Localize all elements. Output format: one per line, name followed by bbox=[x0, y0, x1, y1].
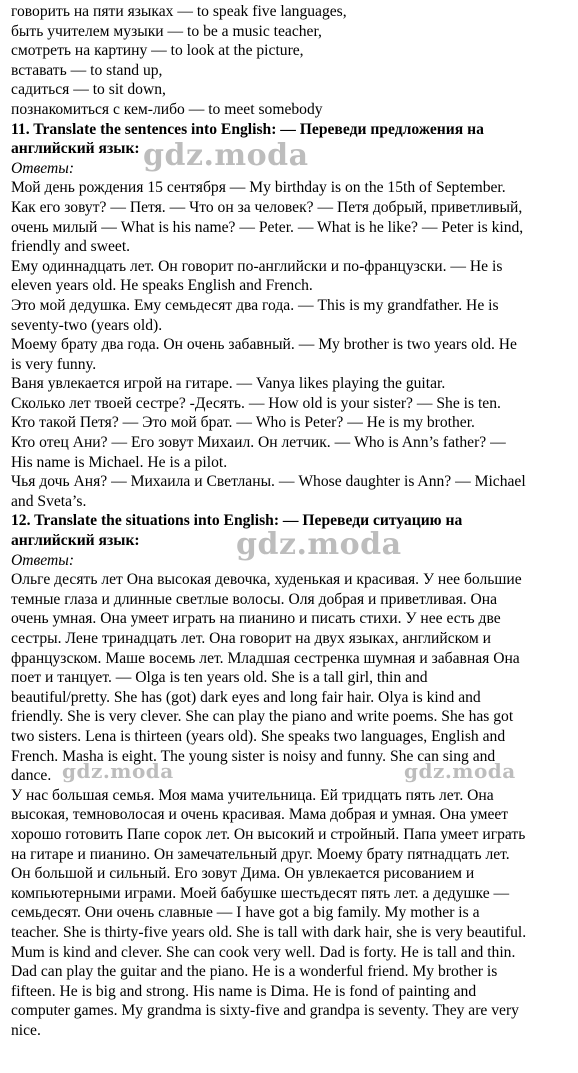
intro-block bbox=[11, 2, 573, 120]
exercise-11-heading bbox=[11, 120, 573, 159]
answer-line: Кто такой Петя? — Это мой брат. — Who is Peter? — He is my brother. bbox=[11, 414, 475, 432]
exercise-11-answers bbox=[11, 178, 573, 511]
watermark-lower-left: gdz.moda bbox=[62, 759, 174, 783]
text-line: садиться — to sit down, bbox=[11, 81, 166, 99]
answer-line: Dad can play the guitar and the piano. He is a wonderful friend. My brother is bbox=[11, 963, 498, 981]
exercise-12-answers-label: Ответы: bbox=[11, 551, 75, 569]
heading-line: английский язык: bbox=[11, 532, 140, 550]
heading-line: 11. Translate the sentences into English: — Переведи предложения на bbox=[11, 120, 484, 138]
watermark-lower-right: gdz.moda bbox=[404, 759, 516, 783]
answer-line: Моему брату два года. Он очень забавный. — My brother is two years old. He bbox=[11, 336, 517, 354]
answer-line: beautiful/pretty. She has (got) dark eyes and long fair hair. Olya is kind and bbox=[11, 688, 481, 706]
answer-line: поет и танцует. — Olga is ten years old. She is a tall girl, thin and bbox=[11, 669, 428, 687]
answer-line: Ольге десять лет Она высокая девочка, худенькая и красивая. У нее большие bbox=[11, 571, 522, 589]
heading-line: английский язык: bbox=[11, 140, 140, 158]
answer-line: Mum is kind and clever. She can cook very well. Dad is forty. He is tall and thin. bbox=[11, 943, 516, 961]
answer-line: two sisters. Lena is thirteen (years old). She speaks two languages, English and bbox=[11, 727, 506, 745]
answer-line: Чья дочь Аня? — Михаила и Светланы. — Whose daughter is Ann? — Michael bbox=[11, 473, 526, 491]
answer-line: eleven years old. He speaks English and French. bbox=[11, 277, 313, 295]
answer-line: У нас большая семья. Моя мама учительница. Ей тридцать пять лет. Она bbox=[11, 786, 494, 804]
answer-line: хорошо готовить Папе сорок лет. Он высокий и стройный. Папа умеет играть bbox=[11, 825, 526, 843]
answer-line: fifteen. He is big and strong. His name is Dima. He is fond of painting and bbox=[11, 982, 477, 1000]
answer-line: очень умная. Она умеет играть на пианино и писать стихи. У нее есть две bbox=[11, 610, 501, 628]
answer-line: Ему одиннадцать лет. Он говорит по-английски и по-французски. — He is bbox=[11, 257, 503, 275]
answer-line: высокая, темноволосая и очень красивая. Мама добрая и умная. Она умеет bbox=[11, 806, 509, 824]
answer-line: friendly and sweet. bbox=[11, 238, 131, 256]
answer-line: Как его зовут? — Петя. — Что он за человек? — Петя добрый, приветливый, bbox=[11, 198, 523, 216]
answer-line: French. Masha is eight. The young sister is noisy and funny. She can sing and bbox=[11, 747, 496, 765]
answer-line: Сколько лет твоей сестре? -Десять. — How old is your sister? — She is ten. bbox=[11, 394, 501, 412]
answer-line: and Sveta’s. bbox=[11, 492, 87, 510]
document-page bbox=[11, 2, 573, 1040]
answer-line: Кто отец Ани? — Его зовут Михаил. Он летчик. — Who is Ann’s father? — bbox=[11, 434, 506, 452]
answer-line: teacher. She is thirty-five years old. She is tall with dark hair, she is very beautiful. bbox=[11, 923, 527, 941]
exercise-12 bbox=[11, 511, 573, 1040]
answer-line: семьдесят. Они очень славные — I have got a big family. My mother is a bbox=[11, 904, 480, 922]
watermark-middle: gdz.moda bbox=[236, 527, 402, 562]
exercise-11-answers-label: Ответы: bbox=[11, 159, 75, 177]
exercise-12-heading bbox=[11, 511, 573, 550]
answer-line: темные глаза и длинные светлые волосы. Оля добрая и приветливая. Она bbox=[11, 590, 498, 608]
answer-line: компьютерными играми. Моей бабушке шестьдесят пять лет. а дедушке — bbox=[11, 884, 510, 902]
answer-line: французском. Маше восемь лет. Младшая сестренка шумная и забавная Она bbox=[11, 649, 520, 667]
text-line: смотреть на картину — to look at the picture, bbox=[11, 42, 304, 60]
answer-line: dance. bbox=[11, 767, 52, 785]
text-line: говорить на пяти языках — to speak five languages, bbox=[11, 3, 347, 20]
answer-line: Он большой и сильный. Его зовут Дима. Он увлекается рисованием и bbox=[11, 865, 475, 883]
answer-line: seventy-two (years old). bbox=[11, 316, 163, 334]
text-line: вставать — to stand up, bbox=[11, 61, 163, 79]
answer-line: сестры. Лене тринадцать лет. Она говорит на двух языках, английском и bbox=[11, 630, 492, 647]
watermark-top: gdz.moda bbox=[143, 138, 309, 173]
answer-line: на гитаре и пианино. Он замечательный друг. Моему брату пятнадцать лет. bbox=[11, 845, 510, 863]
exercise-11 bbox=[11, 120, 573, 512]
answer-line: Это мой дедушка. Ему семьдесят два года. — This is my grandfather. He is bbox=[11, 296, 499, 314]
text-line: быть учителем музыки — to be a music teacher, bbox=[11, 22, 322, 40]
answer-line: Мой день рождения 15 сентября — My birthday is on the 15th of September. bbox=[11, 179, 506, 197]
answer-line: friendly. She is very clever. She can play the piano and write poems. She has got bbox=[11, 708, 514, 726]
answer-line: is very funny. bbox=[11, 355, 97, 373]
answer-line: computer games. My grandma is sixty-five and grandpa is seventy. They are very bbox=[11, 1002, 519, 1020]
answer-line: Ваня увлекается игрой на гитаре. — Vanya likes playing the guitar. bbox=[11, 375, 446, 393]
answer-line: His name is Michael. He is a pilot. bbox=[11, 453, 228, 471]
answer-line: nice. bbox=[11, 1021, 41, 1039]
exercise-12-answers bbox=[11, 570, 573, 1040]
text-line: познакомиться с кем-либо — to meet somebody bbox=[11, 100, 323, 118]
heading-line: 12. Translate the situations into English: — Переведи ситуацию на bbox=[11, 512, 463, 530]
answer-line: очень милый — What is his name? — Peter. — What is he like? — Peter is kind, bbox=[11, 218, 524, 236]
